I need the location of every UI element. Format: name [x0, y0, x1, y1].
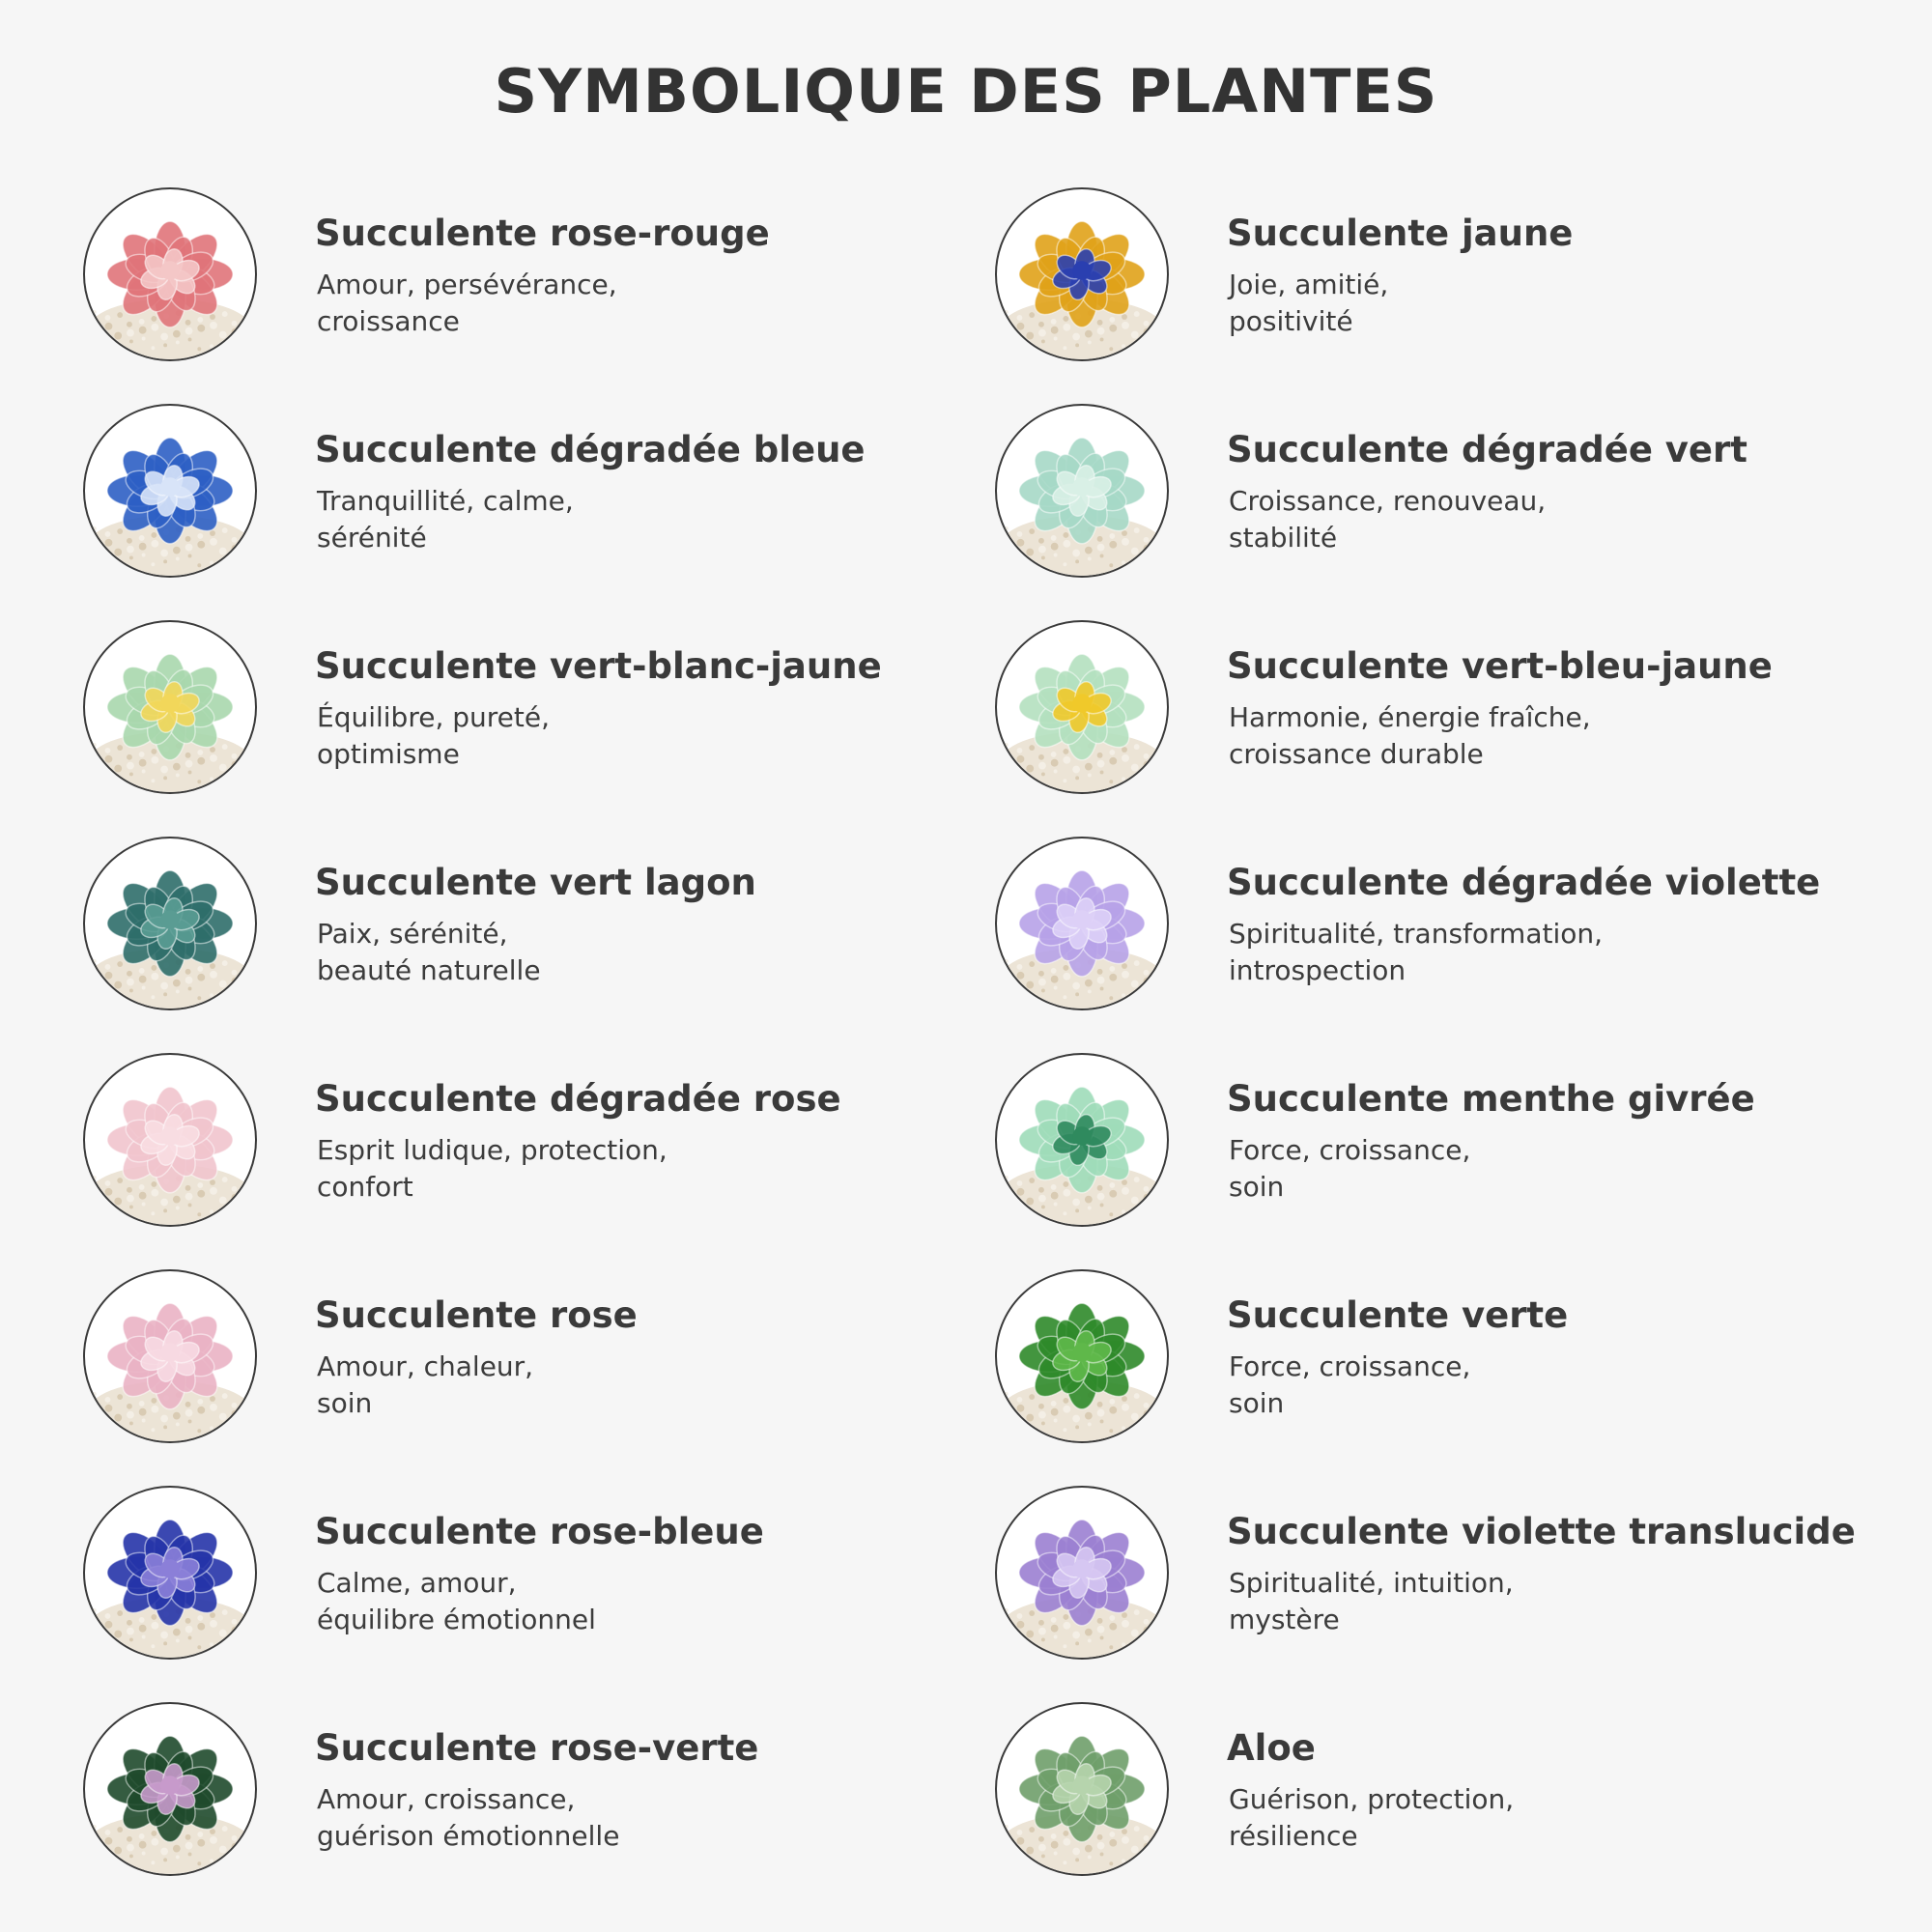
plant-name: Succulente rose-verte: [315, 1727, 759, 1769]
frosted-mint-succulent-icon: [995, 1053, 1169, 1227]
plant-item: [995, 187, 1922, 371]
plant-meaning: Calme, amour, équilibre émotionnel: [317, 1567, 596, 1635]
page-title: SYMBOLIQUE DES PLANTES: [494, 56, 1438, 127]
plant-item: [83, 1269, 1010, 1453]
plant-item: [83, 1053, 1010, 1236]
plant-item: [83, 837, 1010, 1020]
green-blue-yellow-succulent-icon: [995, 620, 1169, 794]
pink-green-succulent-icon: [83, 1702, 257, 1876]
plant-meaning: Guérison, protection, résilience: [1229, 1783, 1515, 1852]
aloe-icon: [995, 1702, 1169, 1876]
translucent-purple-succulent-icon: [995, 1486, 1169, 1660]
plant-name: Succulente vert-blanc-jaune: [315, 645, 882, 687]
plant-name: Succulente dégradée bleue: [315, 429, 866, 470]
plant-name: Succulente dégradée rose: [315, 1078, 841, 1120]
lagoon-green-succulent-icon: [83, 837, 257, 1010]
plant-item: [83, 1486, 1010, 1669]
blue-gradient-succulent-icon: [83, 404, 257, 578]
plant-item: [995, 404, 1922, 587]
plant-item: [83, 187, 1010, 371]
plant-item: [995, 1269, 1922, 1453]
plant-item: [83, 620, 1010, 804]
pink-gradient-succulent-icon: [83, 1053, 257, 1227]
plant-name: Aloe: [1227, 1727, 1316, 1769]
plant-item: [83, 1702, 1010, 1886]
plant-item: [995, 1053, 1922, 1236]
green-gradient-succulent-icon: [995, 404, 1169, 578]
plant-item: [995, 1702, 1922, 1886]
green-white-yellow-succulent-icon: [83, 620, 257, 794]
plant-name: Succulente verte: [1227, 1294, 1569, 1336]
plant-meaning: Joie, amitié, positivité: [1229, 269, 1389, 337]
plant-meaning: Paix, sérénité, beauté naturelle: [317, 918, 541, 986]
plant-meaning: Équilibre, pureté, optimisme: [317, 701, 550, 770]
plant-name: Succulente rose-rouge: [315, 213, 770, 254]
pink-red-succulent-icon: [83, 187, 257, 361]
plant-meaning: Croissance, renouveau, stabilité: [1229, 485, 1547, 554]
plant-meaning: Force, croissance, soin: [1229, 1134, 1471, 1203]
green-succulent-icon: [995, 1269, 1169, 1443]
pink-succulent-icon: [83, 1269, 257, 1443]
plant-name: Succulente rose: [315, 1294, 638, 1336]
yellow-succulent-icon: [995, 187, 1169, 361]
plant-item: [995, 620, 1922, 804]
plant-name: Succulente vert lagon: [315, 862, 756, 903]
plant-meaning: Amour, croissance, guérison émotionnelle: [317, 1783, 620, 1852]
plant-meaning: Force, croissance, soin: [1229, 1350, 1471, 1419]
plant-meaning: Amour, chaleur, soin: [317, 1350, 534, 1419]
plant-meaning: Spiritualité, intuition, mystère: [1229, 1567, 1514, 1635]
plant-item: [995, 1486, 1922, 1669]
plant-meaning: Tranquillité, calme, sérénité: [317, 485, 574, 554]
plant-item: [83, 404, 1010, 587]
plant-meaning: Esprit ludique, protection, confort: [317, 1134, 668, 1203]
plant-meaning: Spiritualité, transformation, introspection: [1229, 918, 1604, 986]
plant-name: Succulente violette translucide: [1227, 1511, 1856, 1552]
plant-name: Succulente jaune: [1227, 213, 1574, 254]
plant-name: Succulente rose-bleue: [315, 1511, 764, 1552]
pink-blue-succulent-icon: [83, 1486, 257, 1660]
plant-name: Succulente vert-bleu-jaune: [1227, 645, 1773, 687]
plant-name: Succulente menthe givrée: [1227, 1078, 1755, 1120]
plant-meaning: Harmonie, énergie fraîche, croissance durable: [1229, 701, 1591, 770]
purple-gradient-succulent-icon: [995, 837, 1169, 1010]
plant-name: Succulente dégradée violette: [1227, 862, 1821, 903]
plant-meaning: Amour, persévérance, croissance: [317, 269, 617, 337]
plant-item: [995, 837, 1922, 1020]
plant-name: Succulente dégradée vert: [1227, 429, 1747, 470]
